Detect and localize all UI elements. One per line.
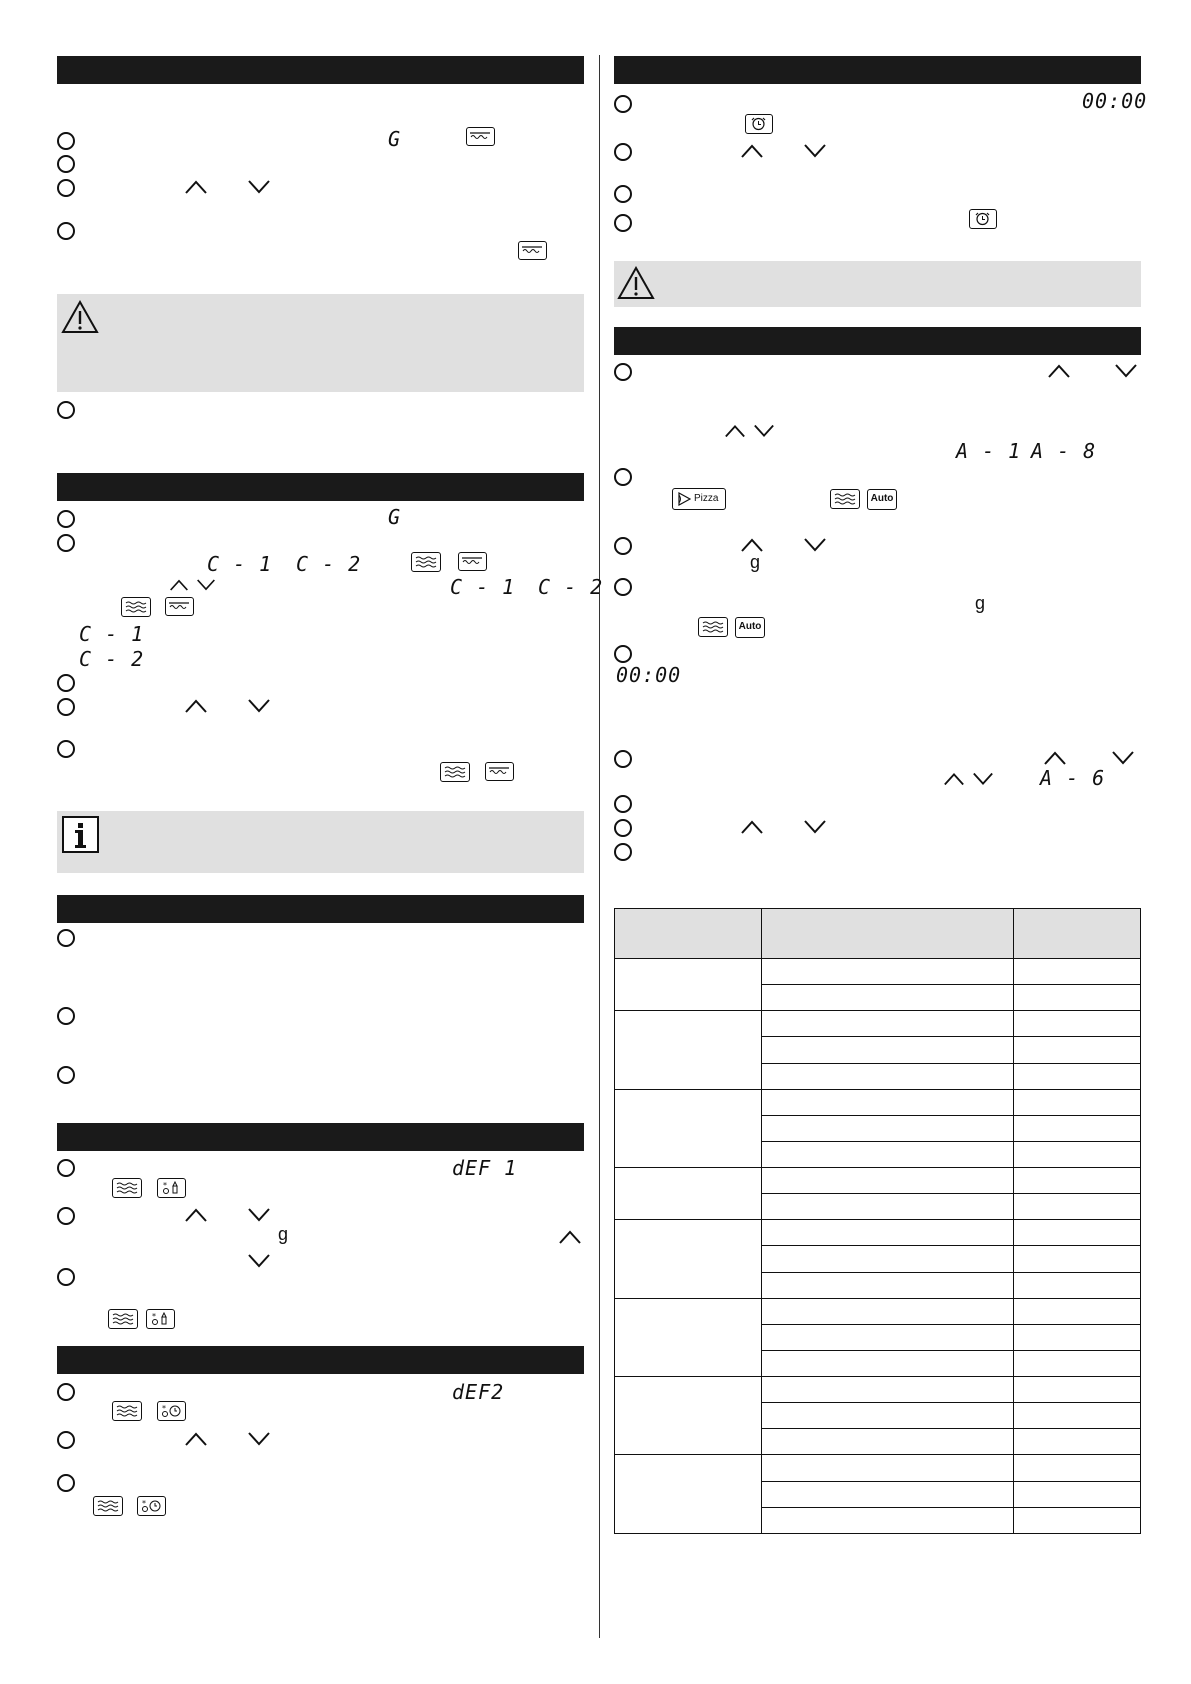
warning-note [57,294,584,392]
table-cell [761,1063,1014,1089]
step-marker [57,1159,75,1177]
arrow-up-icon [740,143,764,159]
step-marker [614,578,632,596]
step-marker [614,185,632,203]
table-cell [1014,1115,1141,1141]
display-combi-1: C - 1 [207,552,273,576]
step-marker [57,1268,75,1286]
step-marker [57,510,75,528]
microwave-icon [411,552,441,572]
table-cell [761,1037,1014,1063]
table-cell [1014,1141,1141,1167]
step-marker [614,645,632,663]
arrow-down-icon [196,577,216,593]
pizza-icon [677,492,691,506]
step-marker [614,363,632,381]
display-auto-last: A - 8 [1031,439,1097,463]
arrow-up-icon [1043,750,1067,766]
microwave-icon [112,1178,142,1198]
table-cell [1014,1455,1141,1481]
step-marker [614,819,632,837]
arrow-down-icon [247,698,271,714]
clock-icon [969,209,997,229]
arrow-up-icon [724,423,746,439]
arrow-up-icon [1047,363,1071,379]
table-cell [1014,1168,1141,1194]
table-cell [761,1168,1014,1194]
arrow-up-icon [740,819,764,835]
table-group-cell [615,1377,762,1455]
arrow-down-icon [803,143,827,159]
table-row [615,959,1141,985]
warning-note [614,261,1141,307]
arrow-up-icon [943,771,965,787]
info-note [57,811,584,873]
table-cell [761,1011,1014,1037]
svg-text:*: * [163,1181,167,1190]
table-cell [761,1324,1014,1350]
table-cell [1014,1377,1141,1403]
step-marker [614,750,632,768]
unit-grams: g [278,1224,289,1244]
svg-text:*: * [142,1499,146,1508]
step-marker [57,401,75,419]
step-marker [57,929,75,947]
defrost-time-icon [157,1401,186,1421]
table-cell [1014,1481,1141,1507]
table-cell [761,1429,1014,1455]
step-marker [614,795,632,813]
warning-icon [617,266,655,300]
arrow-down-icon [803,537,827,553]
table-group-cell [615,959,762,1011]
step-marker [57,534,75,552]
section-header-auto-cook [614,327,1141,355]
table-group-cell [615,1011,762,1089]
display-combi-1: C - 1 [79,622,145,646]
arrow-down-icon [753,423,775,439]
arrow-down-icon [247,1431,271,1447]
arrow-down-icon [972,771,994,787]
table-row [615,1011,1141,1037]
table-cell [761,1115,1014,1141]
unit-grams: g [750,552,761,572]
step-marker [57,1207,75,1225]
table-row [615,1455,1141,1481]
table-cell [1014,1220,1141,1246]
display-combi-2: C - 2 [296,552,362,576]
display-combi-2: C - 2 [79,647,145,671]
section-header-clock [614,56,1141,84]
table-cell [1014,1429,1141,1455]
svg-text:*: * [162,1404,166,1413]
grill-icon [165,597,194,616]
grill-icon [458,552,487,571]
arrow-up-icon [169,577,189,593]
step-marker [57,132,75,150]
arrow-down-icon [247,1207,271,1223]
table-cell [1014,1089,1141,1115]
table-cell [1014,1272,1141,1298]
table-cell [761,1481,1014,1507]
display-combi-2: C - 2 [538,575,604,599]
table-header-cell [761,909,1014,959]
table-cell [761,1089,1014,1115]
arrow-up-icon [184,1207,208,1223]
table-cell [1014,1063,1141,1089]
defrost-weight-icon [157,1178,186,1198]
clock-icon [745,114,773,134]
table-row [615,1298,1141,1324]
warning-icon [61,300,99,334]
table-cell [1014,1350,1141,1376]
auto-button[interactable]: Auto [867,489,897,510]
microwave-icon [108,1309,138,1329]
table-group-cell [615,1220,762,1298]
table-cell [761,959,1014,985]
step-marker [614,214,632,232]
step-marker [614,143,632,161]
table-cell [761,1246,1014,1272]
step-marker [57,674,75,692]
step-marker [57,222,75,240]
section-header-combination [57,473,584,501]
table-cell [761,1507,1014,1533]
defrost-weight-icon [146,1309,175,1329]
display-grill-code: G [388,505,402,529]
grill-icon [518,241,547,260]
table-group-cell [615,1168,762,1220]
display-auto-example: A - 6 [1040,766,1106,790]
table-cell [1014,959,1141,985]
table-cell [761,1350,1014,1376]
table-cell [1014,1037,1141,1063]
table-row [615,1168,1141,1194]
arrow-down-icon [803,819,827,835]
step-marker [614,95,632,113]
microwave-icon [440,762,470,782]
section-header-3 [57,895,584,923]
table-cell [761,1220,1014,1246]
grill-icon [466,127,495,146]
table-cell [761,1403,1014,1429]
grill-icon [485,762,514,781]
svg-text:*: * [152,1312,156,1321]
table-row [615,1220,1141,1246]
table-cell [761,985,1014,1011]
step-marker [57,1007,75,1025]
display-auto-first: A - 1 [956,439,1022,463]
display-grill-code: G [388,127,402,151]
table-cell [1014,985,1141,1011]
table-group-cell [615,1455,762,1534]
table-row [615,1377,1141,1403]
table-cell [761,1141,1014,1167]
table-cell [761,1455,1014,1481]
table-header-row [615,909,1141,959]
step-marker [57,1474,75,1492]
table-cell [1014,1246,1141,1272]
step-marker [57,698,75,716]
display-defrost-time: dEF2 [452,1380,505,1404]
table-cell [1014,1324,1141,1350]
table-cell [1014,1403,1141,1429]
microwave-icon [93,1496,123,1516]
step-marker [614,537,632,555]
table-row [615,1089,1141,1115]
display-clock: 00:00 [1082,89,1148,113]
info-icon [62,816,99,853]
table-header-cell [1014,909,1141,959]
defrost-time-icon [137,1496,166,1516]
microwave-icon [112,1401,142,1421]
pizza-label: Pizza [694,493,719,504]
microwave-icon [698,617,728,637]
arrow-up-icon [184,1431,208,1447]
arrow-down-icon [1114,363,1138,379]
microwave-icon [121,597,151,617]
arrow-up-icon [184,698,208,714]
table-group-cell [615,1089,762,1167]
table-cell [761,1194,1014,1220]
section-header-grill [57,56,584,84]
arrow-up-icon [184,179,208,195]
arrow-down-icon [247,179,271,195]
table-cell [1014,1298,1141,1324]
arrow-up-icon [558,1229,582,1245]
table-header-cell [615,909,762,959]
table-cell [761,1298,1014,1324]
pizza-button[interactable] [672,488,726,510]
auto-program-table [614,908,1141,1534]
step-marker [57,1431,75,1449]
table-group-cell [615,1298,762,1376]
step-marker [57,155,75,173]
arrow-down-icon [247,1253,271,1269]
auto-button[interactable]: Auto [735,617,765,638]
table-cell [761,1377,1014,1403]
column-divider [599,55,600,1638]
arrow-down-icon [1111,750,1135,766]
step-marker [614,843,632,861]
table-cell [1014,1194,1141,1220]
table-cell [761,1272,1014,1298]
step-marker [57,740,75,758]
section-header-defrost-weight [57,1123,584,1151]
step-marker [57,1383,75,1401]
display-clock: 00:00 [616,663,682,687]
table-cell [1014,1507,1141,1533]
step-marker [57,1066,75,1084]
section-header-defrost-time [57,1346,584,1374]
unit-grams: g [975,593,986,613]
display-combi-1: C - 1 [450,575,516,599]
table-cell [1014,1011,1141,1037]
step-marker [614,468,632,486]
display-defrost-weight: dEF 1 [452,1156,518,1180]
microwave-icon [830,489,860,509]
step-marker [57,179,75,197]
arrow-up-icon [740,537,764,553]
